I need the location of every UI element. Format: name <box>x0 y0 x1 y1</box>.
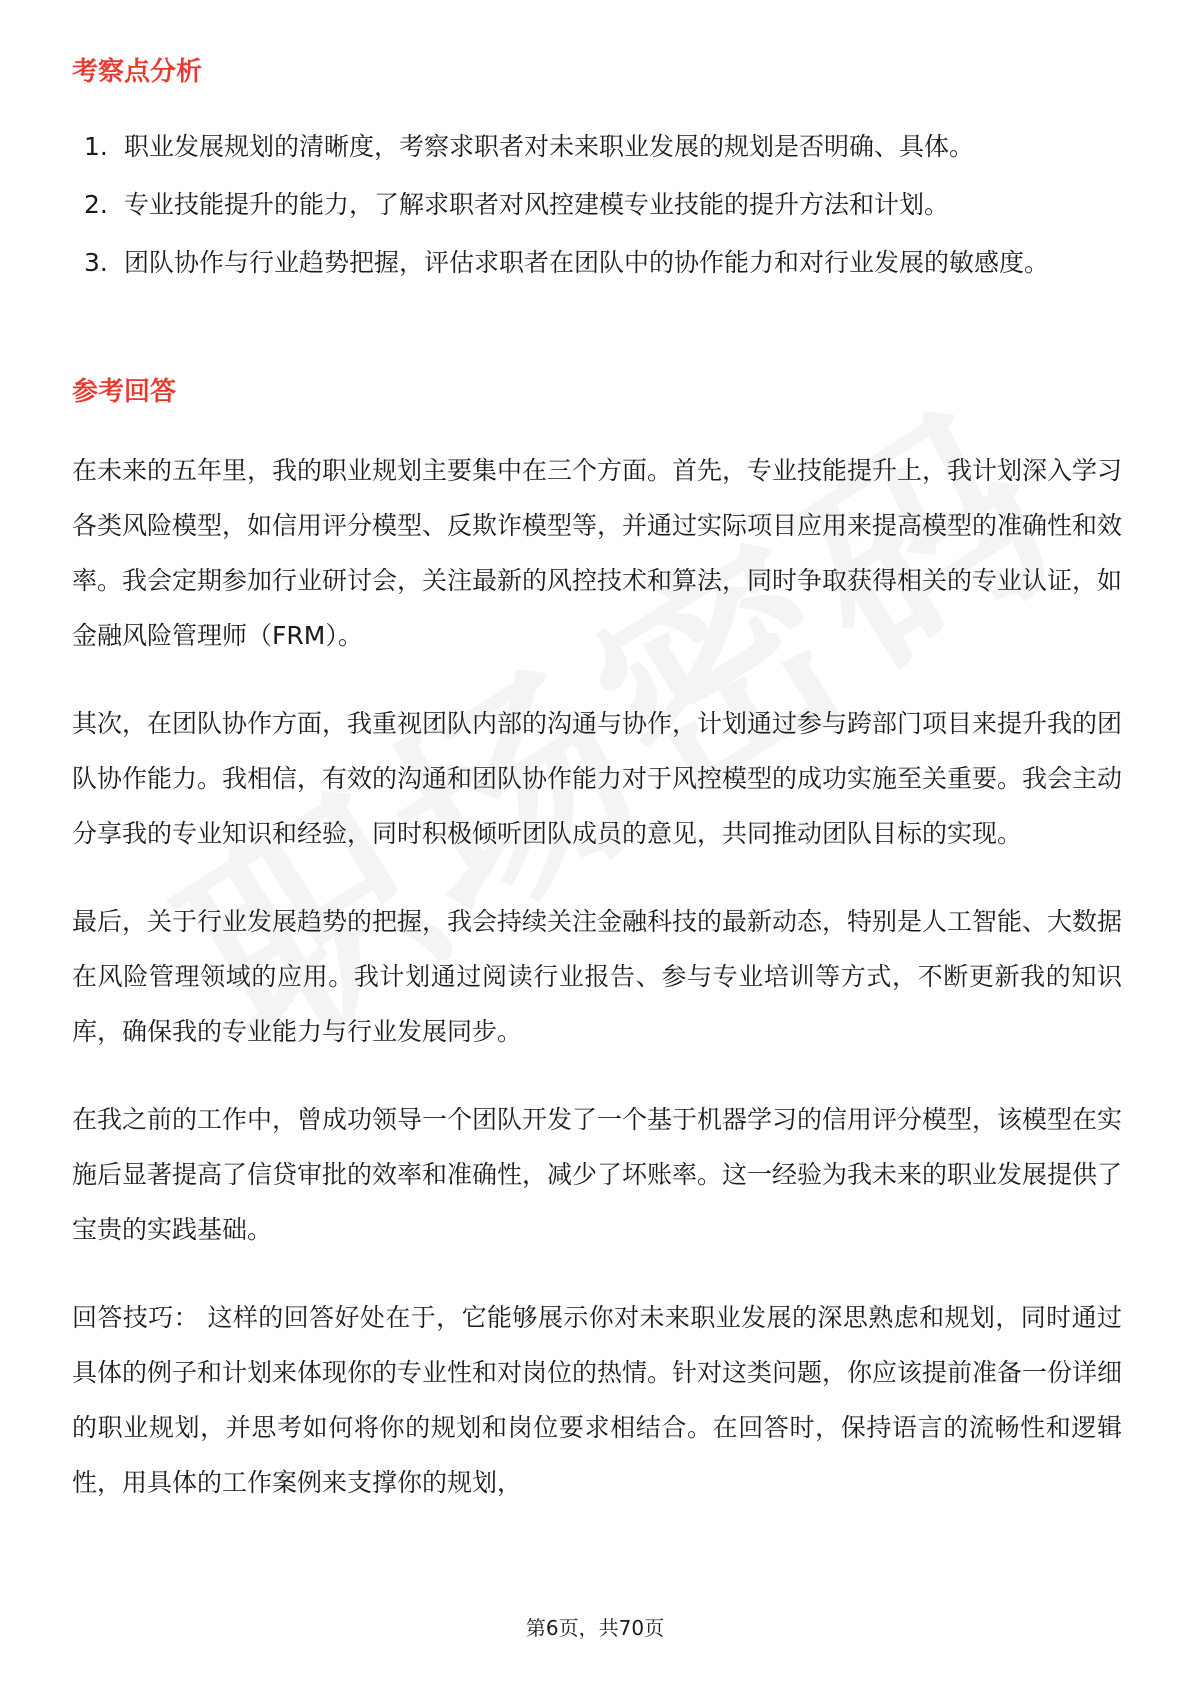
list-text: 专业技能提升的能力，了解求职者对风控建模专业技能的提升方法和计划。 <box>124 190 950 219</box>
answer-heading: 参考回答 <box>72 377 177 407</box>
page-number: 第6页，共70页 <box>525 1616 665 1640</box>
list-number: 2. <box>84 190 108 219</box>
analysis-list <box>72 120 1122 294</box>
answer-body <box>72 443 1122 1543</box>
list-text: 团队协作与行业趋势把握，评估求职者在团队中的协作能力和对行业发展的敏感度。 <box>124 248 1050 277</box>
list-number: 1. <box>84 132 108 161</box>
answer-paragraph: 回答技巧： 这样的回答好处在于，它能够展示你对未来职业发展的深思熟虑和规划，同时通过具体的例子和计划来体现你的专业性和对岗位的热情。针对这类问题，你应该提前准备一份详细的职业规划，并思考如何将你的规划和岗位要求相结合。在回答时，保持语言的流畅性和逻辑性，用具体的工作案例来支撑你的规划， <box>72 1303 1123 1497</box>
list-number: 3. <box>84 248 108 277</box>
answer-paragraph: 最后，关于行业发展趋势的把握，我会持续关注金融科技的最新动态，特别是人工智能、大数据在风险管理领域的应用。我计划通过阅读行业报告、参与专业培训等方式，不断更新我的知识库，确保我的专业能力与行业发展同步。 <box>72 907 1123 1046</box>
answer-paragraph: 在我之前的工作中，曾成功领导一个团队开发了一个基于机器学习的信用评分模型，该模型在实施后显著提高了信贷审批的效率和准确性，减少了坏账率。这一经验为我未来的职业发展提供了宝贵的实践基础。 <box>72 1105 1123 1244</box>
answer-paragraph: 在未来的五年里，我的职业规划主要集中在三个方面。首先，专业技能提升上，我计划深入学习各类风险模型，如信用评分模型、反欺诈模型等，并通过实际项目应用来提高模型的准确性和效率。我会定期参加行业研讨会，关注最新的风控技术和算法，同时争取获得相关的专业认证，如金融风险管理师（FRM）。 <box>72 456 1123 650</box>
list-item <box>72 236 1122 290</box>
list-item <box>72 120 1122 174</box>
list-item <box>72 178 1122 232</box>
list-text: 职业发展规划的清晰度，考察求职者对未来职业发展的规划是否明确、具体。 <box>124 132 975 161</box>
answer-paragraph: 其次，在团队协作方面，我重视团队内部的沟通与协作，计划通过参与跨部门项目来提升我的团队协作能力。我相信，有效的沟通和团队协作能力对于风控模型的成功实施至关重要。我会主动分享我的专业知识和经验，同时积极倾听团队成员的意见，共同推动团队目标的实现。 <box>72 709 1123 848</box>
analysis-heading: 考察点分析 <box>72 57 203 87</box>
